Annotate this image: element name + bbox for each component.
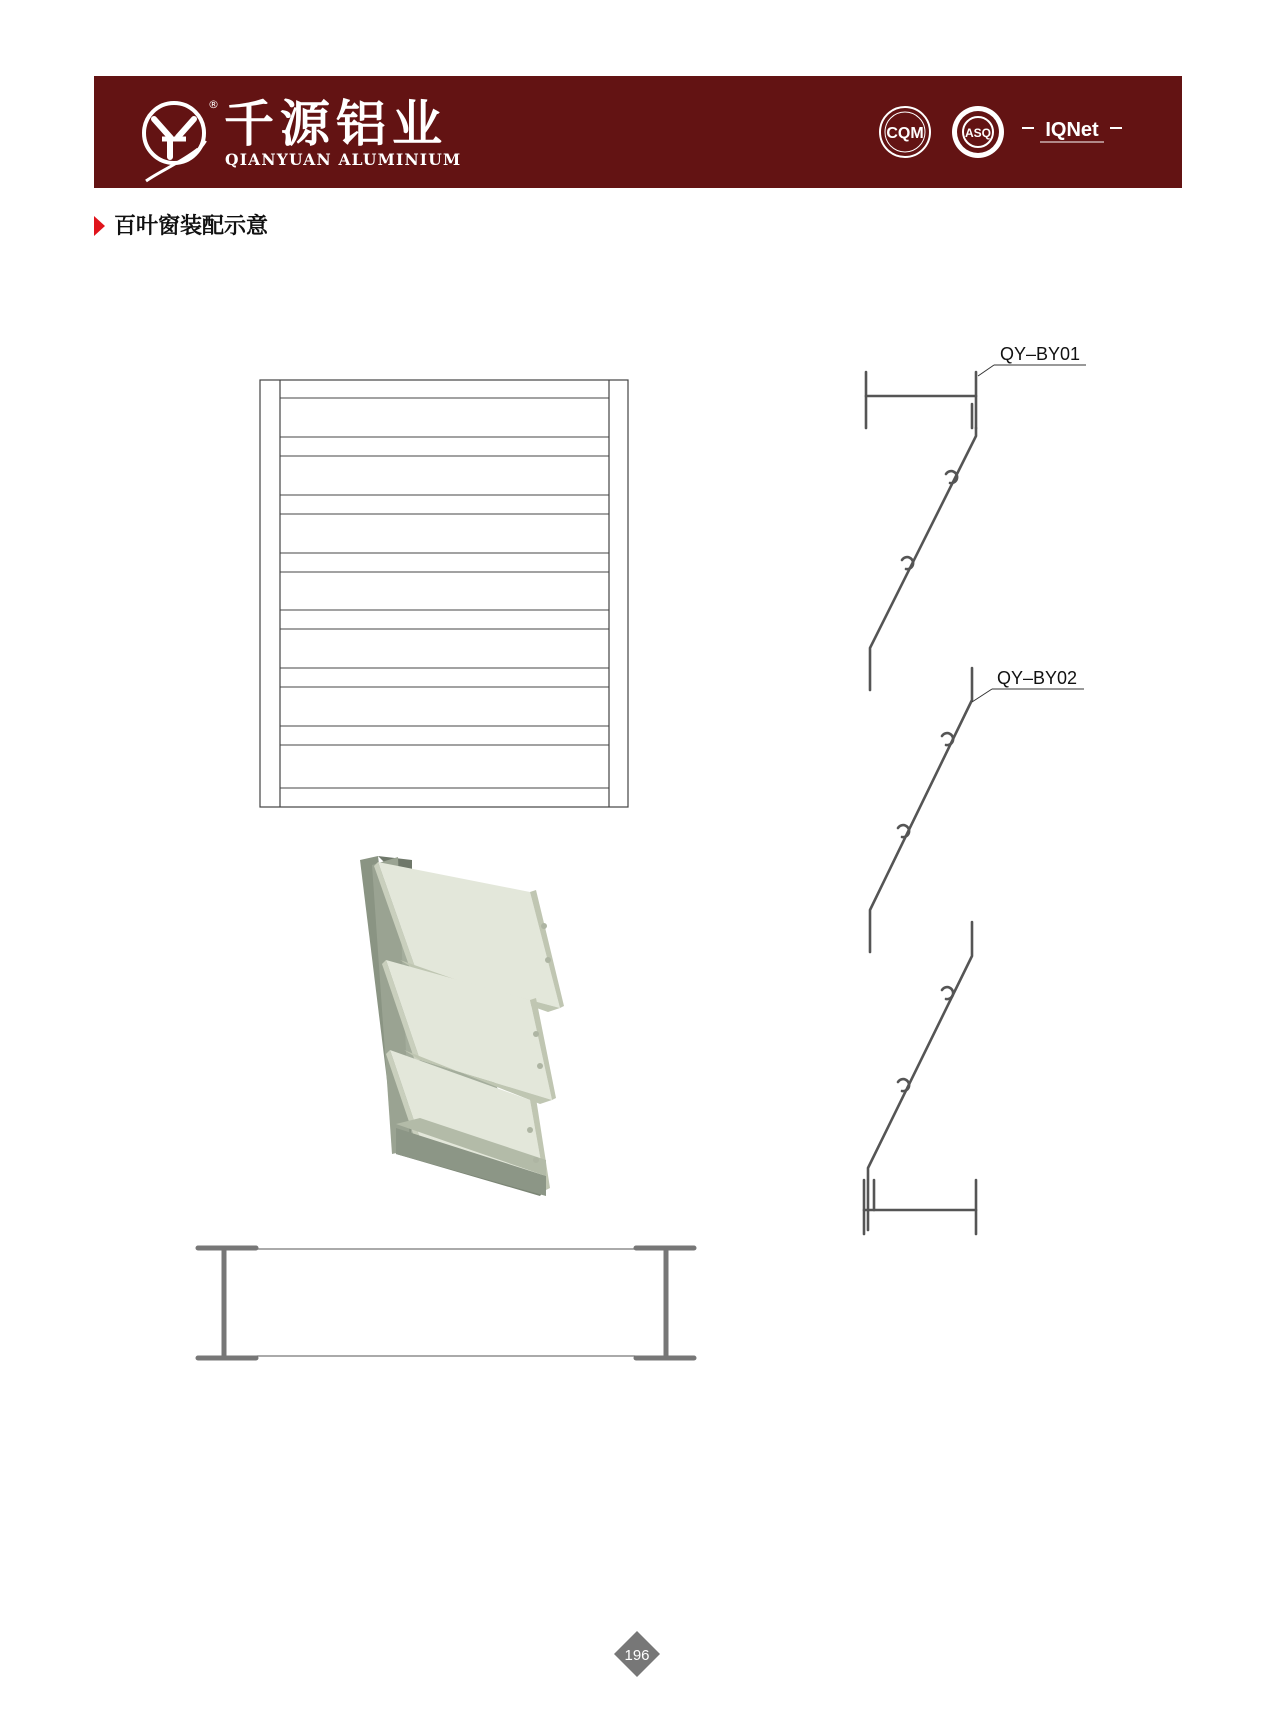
page-number: 196 [624, 1647, 650, 1664]
brand-name-chinese: 千源铝业 [224, 95, 448, 153]
label-qy-by01: QY–BY01 [1000, 344, 1081, 364]
asq-text: ASQ [964, 126, 992, 140]
brand-name-english: QIANYUAN ALUMINIUM [225, 150, 462, 169]
iqnet-text: IQNet [1045, 119, 1099, 141]
cqm-text: CQM [886, 125, 924, 142]
registered-mark: ® [208, 98, 219, 111]
section-title: 百叶窗装配示意 [114, 214, 269, 239]
profile-labels [972, 344, 1086, 702]
louver-plan-section [198, 1248, 694, 1358]
louver-front-elevation [260, 380, 628, 807]
label-qy-by02: QY–BY02 [997, 668, 1078, 688]
louver-profile-sections [864, 372, 976, 1234]
page-number-badge [612, 1629, 662, 1679]
louver-3d-render [360, 856, 564, 1196]
